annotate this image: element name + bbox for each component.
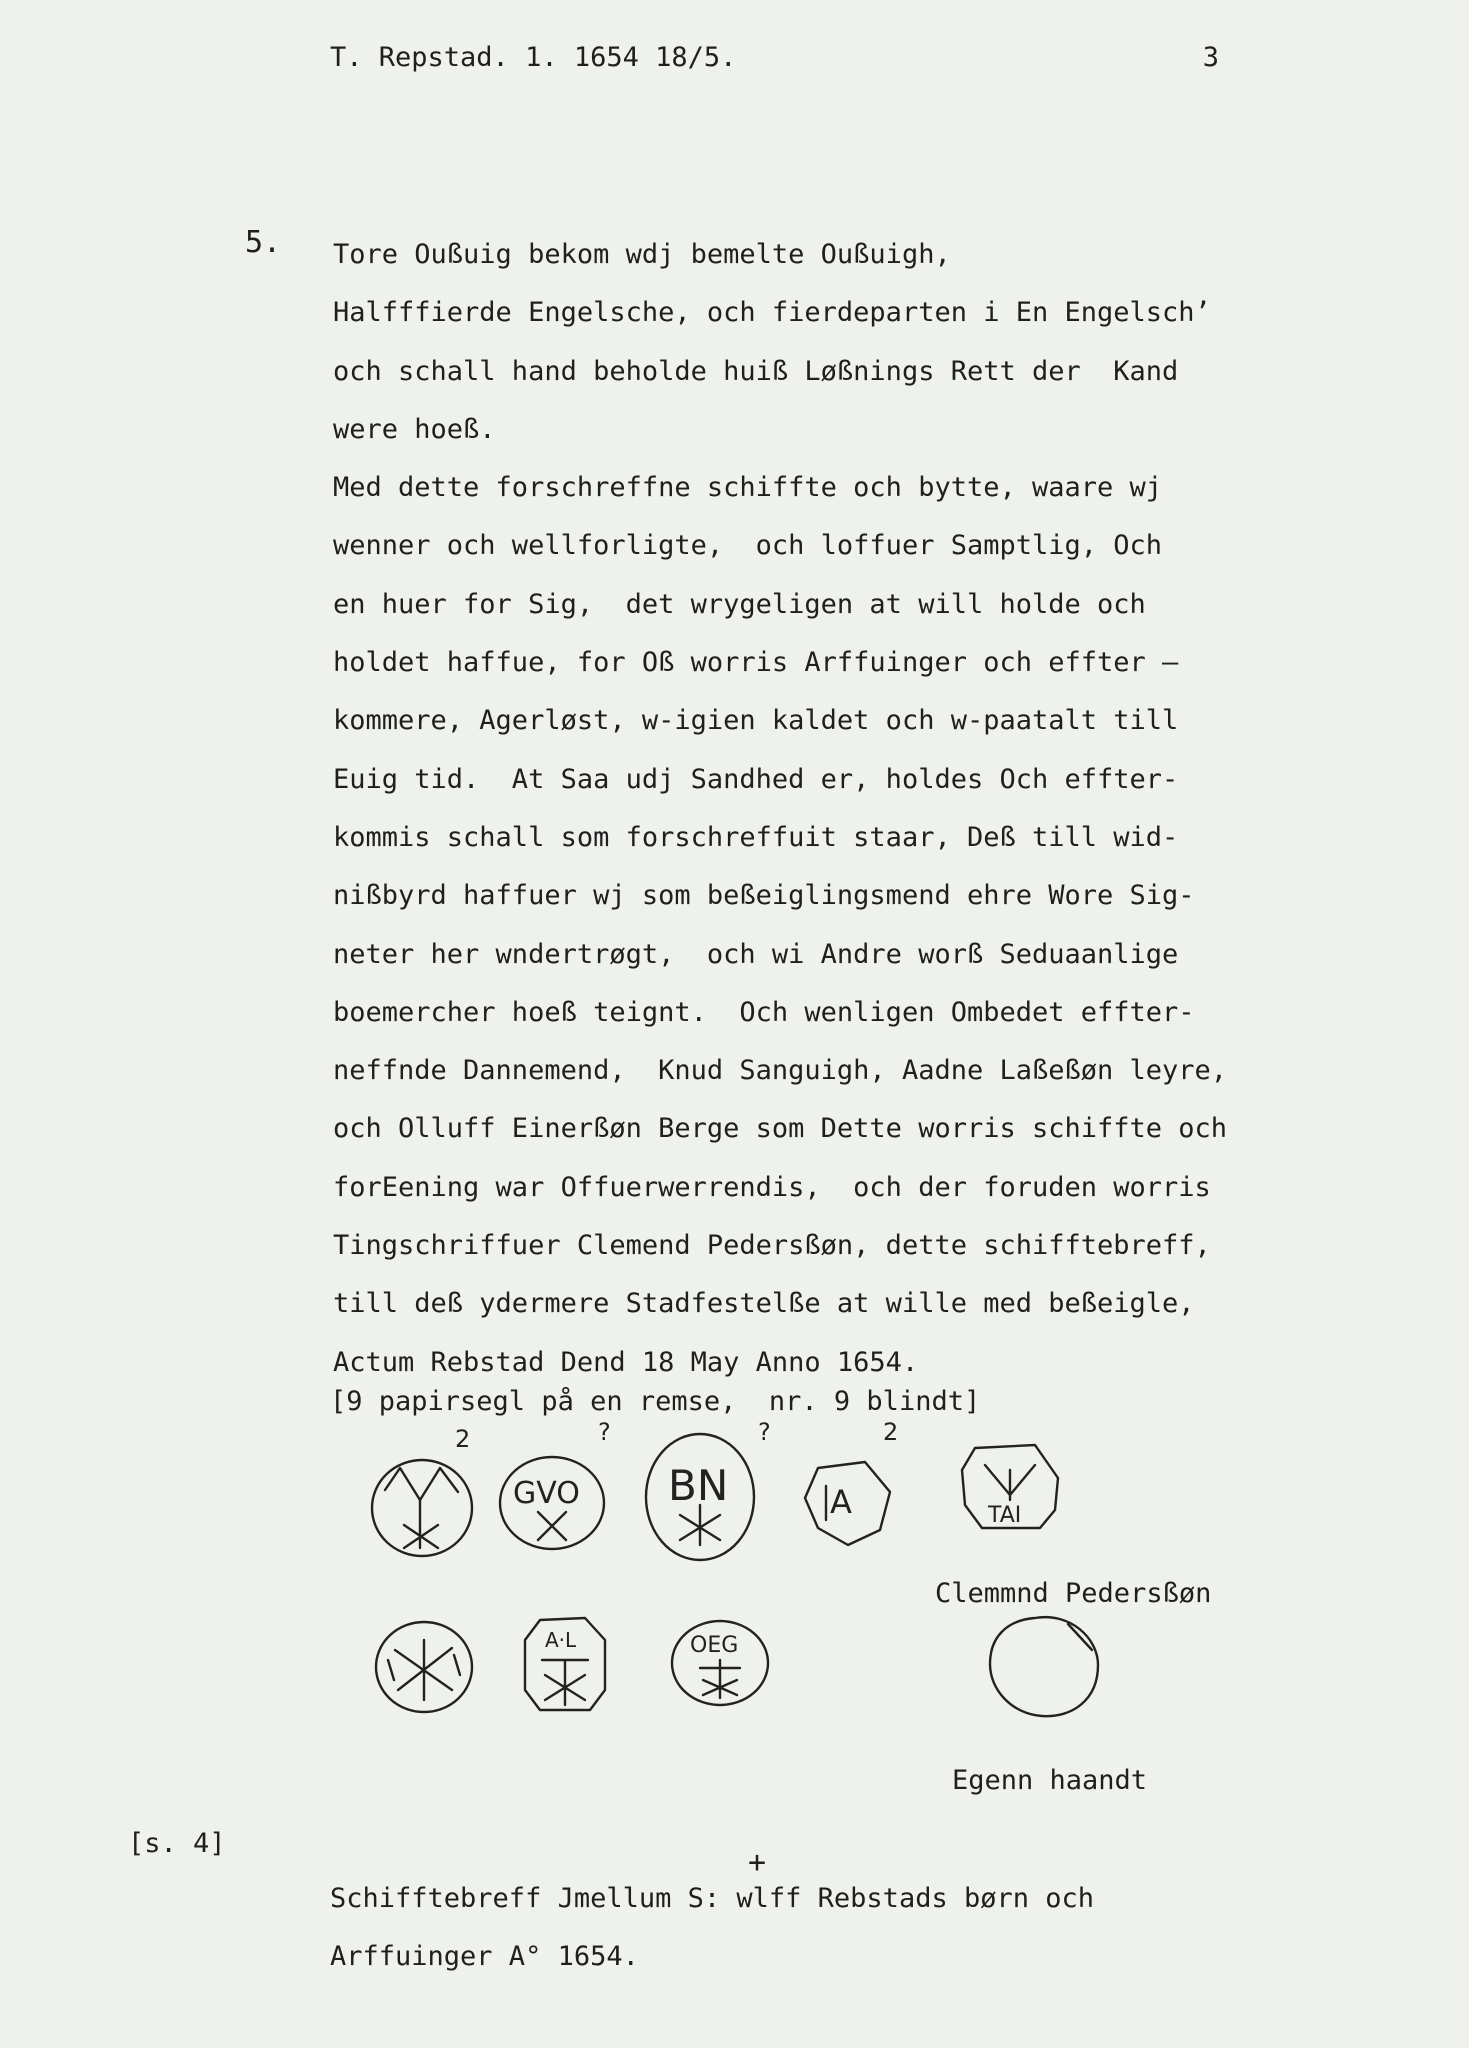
text-line: kommere, Agerløst, w-igien kaldet och w-paatalt till (333, 705, 1179, 737)
seal-8-icon (672, 1621, 768, 1705)
seal-4-icon (805, 1462, 890, 1545)
text-line: Med dette forschreffne schiffte och bytte, waare wj (333, 472, 1163, 504)
footer-line: Arffuinger A° 1654. (330, 1941, 639, 1972)
seal-6-icon (376, 1622, 472, 1712)
text-line: Actum Rebstad Dend 18 May Anno 1654. (333, 1346, 919, 1378)
seal-letters: TAI (988, 1503, 1022, 1528)
text-line: och Olluff Einerßøn Berge som Dette worris schiffte och (333, 1113, 1228, 1145)
seal-5-icon (962, 1445, 1058, 1528)
seal-1-icon (372, 1460, 472, 1556)
page-number: 3 (1202, 42, 1219, 73)
text-line: till deß ydermere Stadfestelße at wille med beßeigle, (333, 1288, 1195, 1320)
body-text (333, 226, 1373, 1392)
seal-2-icon (500, 1457, 604, 1549)
text-line: boemercher hoeß teignt. Och wenligen Ombedet effter- (333, 996, 1195, 1028)
seal-letters: BN (668, 1461, 729, 1510)
seal-letters: OEG (690, 1633, 739, 1658)
signature-name: Clemmnd Pedersßøn (935, 1578, 1212, 1609)
text-line: were hoeß. (333, 413, 496, 445)
seal-letters: A·L (545, 1628, 577, 1652)
seal-mark: 2 (883, 1418, 899, 1446)
text-line: nißbyrd haffuer wj som beßeiglingsmend ehre Wore Sig- (333, 880, 1195, 912)
text-line: Euig tid. At Saa udj Sandhed er, holdes Och effter- (333, 763, 1179, 795)
seal-7-icon (525, 1618, 605, 1710)
text-line: en huer for Sig, det wrygeligen at will holde och (333, 588, 1146, 620)
page-reference: [s. 4] (128, 1828, 226, 1859)
seal-mark: 2 (455, 1425, 471, 1453)
seal-note: [9 papirsegl på en remse, nr. 9 blindt] (330, 1386, 981, 1417)
footer-line: Schifftebreff Jmellum S: wlff Rebstads børn och (330, 1883, 1095, 1914)
seal-mark: ? (598, 1418, 611, 1446)
blind-seal-icon (990, 1617, 1098, 1716)
text-line: forEening war Offuerwerrendis, och der foruden worris (333, 1171, 1211, 1203)
text-line: neter her wndertrøgt, och wi Andre worß Seduaanlige (333, 938, 1179, 970)
footer-endorsement (330, 1870, 1094, 1986)
paragraph-number: 5. (245, 225, 282, 260)
seal-letters: GVO (513, 1476, 580, 1511)
text-line: Tingschriffuer Clemend Pedersßøn, dette schifftebreff, (333, 1230, 1211, 1262)
text-line: neffnde Dannemend, Knud Sanguigh, Aadne Laßeßøn leyre, (333, 1055, 1228, 1087)
text-line: kommis schall som forschreffuit staar, Deß till wid- (333, 821, 1179, 853)
seal-mark: ? (758, 1418, 771, 1446)
text-line: Halfffierde Engelsche, och fierdeparten i En Engelsch’ (333, 297, 1211, 329)
text-line: holdet haffue, for Oß worris Arffuinger och effter – (333, 647, 1179, 679)
seal-letters: A (830, 1483, 852, 1521)
text-line: Tore Oußuig bekom wdj bemelte Oußuigh, (333, 239, 951, 270)
seal-3-icon (646, 1434, 754, 1560)
text-line: och schall hand beholde huiß Løßnings Rett der Kand (333, 355, 1179, 387)
header-reference: T. Repstad. 1. 1654 18/5. (330, 42, 737, 73)
plus-mark: + (748, 1845, 767, 1880)
text-line: wenner och wellforligte, och loffuer Samptlig, Och (333, 530, 1163, 562)
signature-close: Egenn haandt (952, 1765, 1148, 1796)
